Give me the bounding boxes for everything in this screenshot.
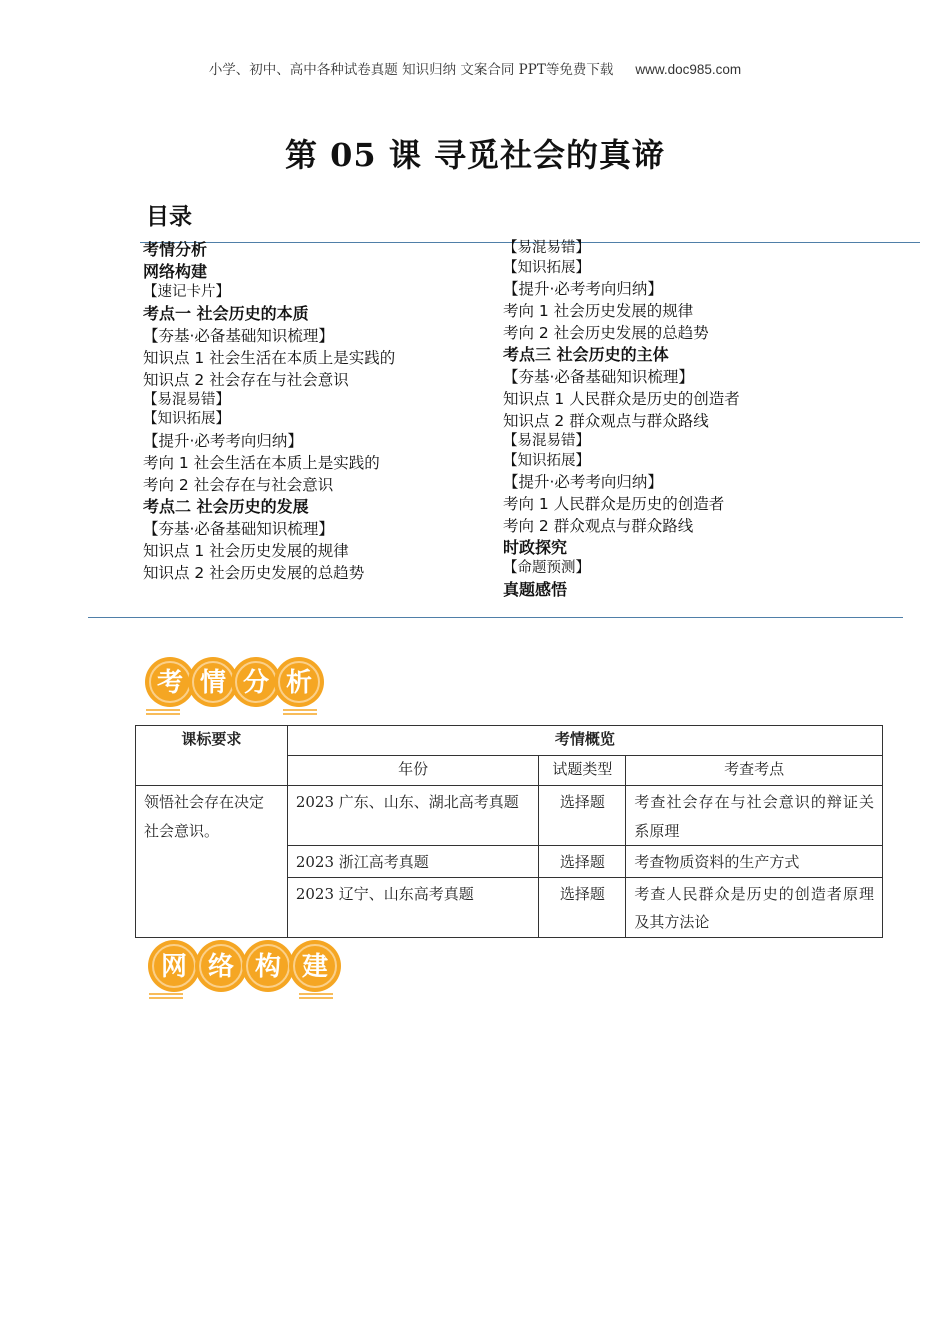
header-type: 试题类型 <box>539 756 626 786</box>
point-cell: 考查人民群众是历史的创造者原理及其方法论 <box>626 877 883 937</box>
toc-item[interactable]: 真题感悟 <box>503 579 568 599</box>
toc-item[interactable]: 考向 2 社会存在与社会意识 <box>143 475 334 494</box>
toc-item[interactable]: 知识点 1 社会生活在本质上是实践的 <box>143 348 396 367</box>
toc-item[interactable]: 【速记卡片】 <box>143 284 230 300</box>
badge-circle <box>188 657 238 707</box>
toc-item[interactable]: 知识点 2 社会历史发展的总趋势 <box>143 563 365 582</box>
toc-item[interactable]: 考向 1 人民群众是历史的创造者 <box>503 495 725 513</box>
toc-item[interactable]: 考点三 社会历史的主体 <box>503 345 669 364</box>
header-overview: 考情概览 <box>287 726 882 756</box>
toc-item[interactable]: 知识点 1 人民群众是历史的创造者 <box>503 390 740 408</box>
type-cell: 选择题 <box>539 877 626 937</box>
toc-heading: 目录 <box>146 204 192 230</box>
toc-item[interactable]: 时政探究 <box>503 538 568 557</box>
toc-item[interactable]: 考向 2 群众观点与群众路线 <box>503 517 694 535</box>
badge-circle <box>145 657 195 707</box>
toc-item[interactable]: 知识点 2 社会存在与社会意识 <box>143 370 349 389</box>
badge-char: 分 <box>242 668 270 698</box>
toc-item[interactable]: 考点一 社会历史的本质 <box>143 303 309 323</box>
toc-item[interactable]: 【易混易错】 <box>143 391 230 408</box>
badge-circle <box>274 657 324 707</box>
toc-item[interactable]: 【易混易错】 <box>503 240 590 256</box>
toc-item[interactable]: 考向 1 社会生活在本质上是实践的 <box>143 453 380 472</box>
toc-item[interactable]: 网络构建 <box>143 262 208 281</box>
badge-char: 析 <box>285 668 313 698</box>
toc-item[interactable]: 【提升·必考考向归纳】 <box>503 473 663 491</box>
badge-circle <box>289 940 341 992</box>
badge-char: 构 <box>254 952 282 982</box>
toc-item[interactable]: 考点二 社会历史的发展 <box>143 496 309 516</box>
badge-char: 建 <box>301 952 329 982</box>
toc-item[interactable]: 知识点 1 社会历史发展的规律 <box>143 541 349 560</box>
year-cell: 2023 辽宁、山东高考真题 <box>287 877 539 937</box>
toc-item[interactable]: 考情分析 <box>143 240 208 259</box>
toc-item[interactable]: 考向 2 社会历史发展的总趋势 <box>503 324 709 342</box>
toc-item[interactable]: 考向 1 社会历史发展的规律 <box>503 302 694 320</box>
point-cell: 考查物质资料的生产方式 <box>626 846 883 878</box>
toc-left-column <box>143 239 395 584</box>
header-requirement: 课标要求 <box>136 726 288 786</box>
toc-item[interactable]: 【知识拓展】 <box>143 411 230 427</box>
toc-item[interactable]: 【知识拓展】 <box>503 259 590 276</box>
type-cell: 选择题 <box>539 846 626 878</box>
document-title: 第 05 课 寻觅社会的真谛 <box>285 136 665 174</box>
header-site-link[interactable]: www.doc985.com <box>635 62 742 77</box>
toc-item[interactable]: 【提升·必考考向归纳】 <box>503 280 663 298</box>
page-header <box>0 58 950 78</box>
badge-circle <box>148 940 200 992</box>
year-cell: 2023 广东、山东、湖北高考真题 <box>287 786 539 846</box>
badge-char: 网 <box>160 952 188 982</box>
toc-item[interactable]: 【知识拓展】 <box>503 452 590 469</box>
exam-overview-table <box>135 725 883 938</box>
header-point: 考查考点 <box>626 756 883 786</box>
header-year: 年份 <box>287 756 539 786</box>
exam-analysis-badge <box>142 652 332 718</box>
year-cell: 2023 浙江高考真题 <box>287 846 539 878</box>
toc-item[interactable]: 【夯基·必备基础知识梳理】 <box>503 368 694 386</box>
toc-item[interactable]: 【提升·必考考向归纳】 <box>143 431 303 450</box>
toc-item[interactable]: 【易混易错】 <box>503 433 590 449</box>
point-cell: 考查社会存在与社会意识的辩证关系原理 <box>626 786 883 846</box>
toc-item[interactable]: 【命题预测】 <box>503 560 590 576</box>
badge-circle <box>242 940 294 992</box>
toc-bottom-divider <box>88 617 903 618</box>
requirement-cell: 领悟社会存在决定社会意识。 <box>136 786 288 938</box>
badge-circle <box>195 940 247 992</box>
table-row <box>136 786 883 846</box>
toc-right-column <box>503 239 740 601</box>
toc-item[interactable]: 知识点 2 群众观点与群众路线 <box>503 412 709 430</box>
badge-circle <box>231 657 281 707</box>
toc-item[interactable]: 【夯基·必备基础知识梳理】 <box>143 326 334 345</box>
header-text: 小学、初中、高中各种试卷真题 知识归纳 文案合同 PPT等免费下载 <box>208 62 614 78</box>
type-cell: 选择题 <box>539 786 626 846</box>
badge-char: 情 <box>199 668 227 698</box>
network-build-badge <box>145 936 355 1002</box>
badge-char: 络 <box>207 952 235 982</box>
toc-item[interactable]: 【夯基·必备基础知识梳理】 <box>143 519 334 538</box>
badge-char: 考 <box>156 668 184 698</box>
